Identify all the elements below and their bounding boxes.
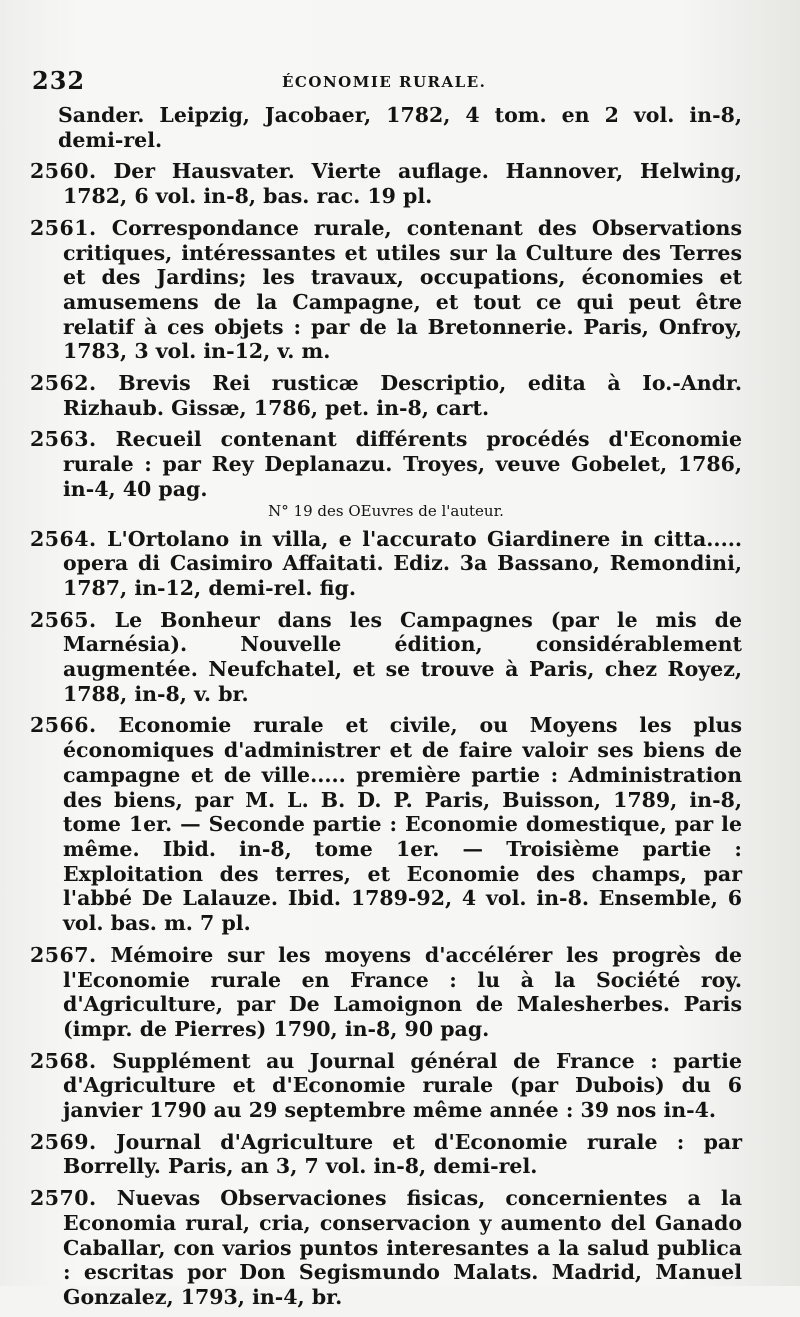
running-head: ÉCONOMIE RURALE. <box>282 73 487 91</box>
entry-number: 2566. <box>30 713 97 738</box>
catalogue-entry-2562 <box>30 371 742 420</box>
entry-number: 2564. <box>30 526 97 551</box>
entry-text: L'Ortolano in villa, e l'accurato Giardinere in citta..... opera di Casimiro Affaitati. Ediz. 3a Bassano, Remondini, 1787, in-12, demi-rel. fig. <box>63 526 742 600</box>
catalogue-entry-2570 <box>30 1186 742 1310</box>
catalogue-entry-2560 <box>30 159 742 208</box>
catalogue-entry-2566 <box>30 713 742 935</box>
catalogue-entries <box>30 103 742 1317</box>
entry-text: Sander. Leipzig, Jacobaer, 1782, 4 tom. en 2 vol. in-8, demi-rel. <box>58 103 742 152</box>
entry-text: Recueil contenant différents procédés d'Economie rurale : par Rey Deplanazu. Troyes, veuve Gobelet, 1786, in-4, 40 pag. <box>63 427 742 501</box>
catalogue-entry-2567 <box>30 943 742 1042</box>
entry-text: Le Bonheur dans les Campagnes (par le mis de Marnésia). Nouvelle édition, considérablement augmentée. Neufchatel, et se trouve à Paris, chez Royez, 1788, in-8, v. br. <box>63 607 742 706</box>
entry-number: 2569. <box>30 1129 97 1154</box>
entry-text: Nuevas Observaciones fisicas, concernientes a la Economia rural, cria, conservacion y aumento del Ganado Caballar, con varios puntos interesantes a la salud publica : escritas por Don Segismundo Malats. Madrid, Manuel Gonzalez, 1793, in-4, br. <box>63 1186 742 1309</box>
entry-note: N° 19 des OEuvres de l'auteur. <box>268 501 504 520</box>
catalogue-entry-2569 <box>30 1130 742 1179</box>
entry-number: 2565. <box>30 607 97 632</box>
catalogue-entry-continuation <box>30 103 742 152</box>
entry-number: 2562. <box>30 371 97 396</box>
entry-number: 2567. <box>30 942 97 967</box>
entry-text: Economie rurale et civile, ou Moyens les plus économiques d'administrer et de faire valoir ses biens de campagne et de ville..... première partie : Administration des biens, par M. L. B. D. P. Paris, Buisson, 1789, in-8, tome 1er. — Seconde partie : Economie domestique, par le même. Ibid. in-8, tome 1er. — Troisième partie : Exploitation des terres, et Economie des champs, par l'abbé De Lalauze. Ibid. 1789-92, 4 vol. in-8. Ensemble, 6 vol. bas. m. 7 pl. <box>63 713 742 936</box>
catalogue-entry-2568 <box>30 1049 742 1123</box>
catalogue-entry-2561 <box>30 216 742 364</box>
catalogue-entry-2565 <box>30 608 742 707</box>
catalogue-entry-2563 <box>30 427 742 519</box>
page-number: 232 <box>32 66 86 95</box>
entry-text: Supplément au Journal général de France : partie d'Agriculture et d'Economie rurale (par Dubois) du 6 janvier 1790 au 29 septembre même année : 39 nos in-4. <box>63 1048 743 1123</box>
entry-text: Journal d'Agriculture et d'Economie rurale : par Borrelly. Paris, an 3, 7 vol. in-8, demi-rel. <box>63 1129 743 1179</box>
entry-number: 2563. <box>30 427 97 452</box>
entry-text: Der Hausvater. Vierte auflage. Hannover, Helwing, 1782, 6 vol. in-8, bas. rac. 19 pl. <box>63 159 742 209</box>
entry-text: Correspondance rurale, contenant des Observations critiques, intéressantes et utiles sur la Culture des Terres et des Jardins; les travaux, occupations, économies et amusemens de la Campagne, et tout ce qui peut être relatif à ces objets : par de la Bretonnerie. Paris, Onfroy, 1783, 3 vol. in-12, v. m. <box>63 215 742 364</box>
entry-text: Mémoire sur les moyens d'accélérer les progrès de l'Economie rurale en France : lu à la Société roy. d'Agriculture, par De Lamoignon de Malesherbes. Paris (impr. de Pierres) 1790, in-8, 90 pag. <box>63 942 742 1041</box>
entry-number: 2570. <box>30 1186 97 1211</box>
page-header <box>32 66 752 100</box>
entry-text: Brevis Rei rusticæ Descriptio, edita à Io.-Andr. Rizhaub. Gissæ, 1786, pet. in-8, cart. <box>63 371 742 420</box>
entry-number: 2560. <box>30 159 97 184</box>
entry-number: 2568. <box>30 1048 97 1073</box>
catalogue-entry-2564 <box>30 527 742 601</box>
entry-number: 2561. <box>30 215 97 240</box>
